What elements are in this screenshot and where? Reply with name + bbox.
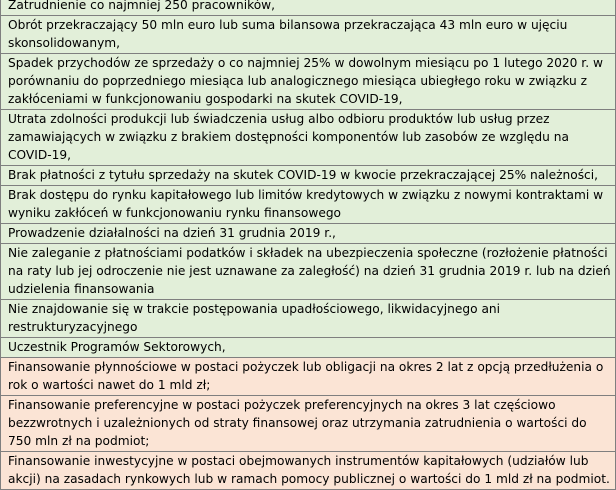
table-cell: Brak dostępu do rynku kapitałowego lub limitów kredytowych w związku z nowymi kontraktami w wyniku zakłóceń w funkcjonowaniu rynku finansowego bbox=[1, 186, 616, 224]
criteria-row bbox=[1, 244, 616, 300]
table-cell: Spadek przychodów ze sprzedaży o co najmniej 25% w dowolnym miesiącu po 1 lutego 2020 r. w porównaniu do poprzedniego miesiąca lub analogicznego miesiąca ubiegłego roku w związku z zakłóceniami w funkcjonowaniu gospodarki na skutek COVID-19, bbox=[1, 54, 616, 110]
table-cell: Finansowanie inwestycyjne w postaci obejmowanych instrumentów kapitałowych (udziałów lub akcji) na zasadach rynkowych lub w ramach pomocy publicznej o wartości do 1 mld zł na podmiot. bbox=[1, 452, 616, 490]
criteria-row bbox=[1, 166, 616, 186]
financing-row bbox=[1, 396, 616, 452]
table-cell: Zatrudnienie co najmniej 250 pracowników, bbox=[1, 0, 616, 16]
table-cell: Finansowanie preferencyjne w postaci pożyczek preferencyjnych na okres 3 lat częściowo bezzwrotnych i uzależnionych od straty finansowej oraz utrzymania zatrudnienia o wartości do 750 mln zł na podmiot; bbox=[1, 396, 616, 452]
table-cell: Brak płatności z tytułu sprzedaży na skutek COVID-19 w kwocie przekraczającej 25% należności, bbox=[1, 166, 616, 186]
table-cell: Nie znajdowanie się w trakcie postępowania upadłościowego, likwidacyjnego ani restrukturyzacyjnego bbox=[1, 300, 616, 338]
financing-row bbox=[1, 452, 616, 490]
criteria-row bbox=[1, 224, 616, 244]
table-cell: Nie zaleganie z płatnościami podatków i składek na ubezpieczenia społeczne (rozłożenie płatności na raty lub jej odroczenie nie jest uznawane za zaległość) na dzień 31 grudnia 2019 r. lub na dzień udzielenia finansowania bbox=[1, 244, 616, 300]
criteria-row bbox=[1, 54, 616, 110]
financing-row bbox=[1, 358, 616, 396]
table-cell: Uczestnik Programów Sektorowych, bbox=[1, 338, 616, 358]
criteria-row bbox=[1, 300, 616, 338]
table-cell: Prowadzenie działalności na dzień 31 grudnia 2019 r., bbox=[1, 224, 616, 244]
criteria-row bbox=[1, 16, 616, 54]
criteria-row bbox=[1, 338, 616, 358]
criteria-row bbox=[1, 0, 616, 16]
table-cell: Obrót przekraczający 50 mln euro lub suma bilansowa przekraczająca 43 mln euro w ujęciu skonsolidowanym, bbox=[1, 16, 616, 54]
table-cell: Utrata zdolności produkcji lub świadczenia usług albo odbioru produktów lub usług przez zamawiających w związku z brakiem dostępności komponentów lub zasobów ze względu na COVID-19, bbox=[1, 110, 616, 166]
criteria-row bbox=[1, 186, 616, 224]
table-cell: Finansowanie płynnościowe w postaci pożyczek lub obligacji na okres 2 lat z opcją przedłużenia o rok o wartości nawet do 1 mld zł; bbox=[1, 358, 616, 396]
criteria-row bbox=[1, 110, 616, 166]
criteria-table-body bbox=[1, 0, 616, 490]
